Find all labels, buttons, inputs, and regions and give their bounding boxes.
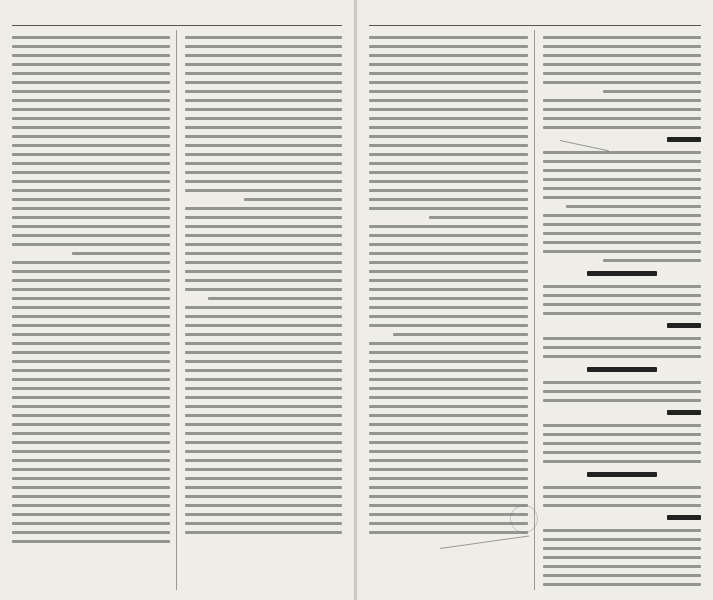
text-line xyxy=(543,583,702,586)
heading-text-illegible xyxy=(587,472,657,477)
text-line xyxy=(603,90,701,93)
text-line xyxy=(369,360,528,363)
text-line xyxy=(543,312,702,315)
text-line xyxy=(543,547,702,550)
section-heading xyxy=(543,269,702,279)
text-line xyxy=(369,54,528,57)
text-line xyxy=(12,405,170,408)
text-line xyxy=(369,396,528,399)
text-line xyxy=(12,207,170,210)
text-line xyxy=(543,424,702,427)
text-line xyxy=(543,81,702,84)
text-line xyxy=(12,441,170,444)
text-line xyxy=(543,303,702,306)
text-line xyxy=(543,355,702,358)
text-line xyxy=(12,279,170,282)
text-line xyxy=(543,565,702,568)
text-line xyxy=(12,351,170,354)
text-line xyxy=(12,396,170,399)
text-line xyxy=(543,294,702,297)
speaker-name-illegible xyxy=(667,323,701,328)
text-line xyxy=(185,459,343,462)
text-line xyxy=(369,405,528,408)
text-line xyxy=(185,252,343,255)
text-line xyxy=(603,259,701,262)
text-line xyxy=(185,495,343,498)
section-heading xyxy=(543,365,702,375)
text-line xyxy=(185,513,343,516)
text-line xyxy=(369,414,528,417)
text-line xyxy=(12,531,170,534)
text-line xyxy=(12,117,170,120)
text-line xyxy=(543,126,702,129)
text-line xyxy=(12,486,170,489)
text-line xyxy=(369,387,528,390)
text-line xyxy=(185,387,343,390)
text-line xyxy=(369,225,528,228)
right-page-column-left xyxy=(369,30,535,590)
text-line xyxy=(185,288,343,291)
text-line xyxy=(543,346,702,349)
text-line xyxy=(429,216,527,219)
text-line xyxy=(12,450,170,453)
text-line xyxy=(369,180,528,183)
text-line xyxy=(369,378,528,381)
text-line xyxy=(12,81,170,84)
speaker-name xyxy=(543,321,702,331)
text-line xyxy=(185,522,343,525)
text-line xyxy=(185,81,343,84)
text-line xyxy=(12,315,170,318)
text-line xyxy=(185,216,343,219)
text-line xyxy=(12,288,170,291)
text-line xyxy=(12,495,170,498)
text-line xyxy=(12,306,170,309)
text-line xyxy=(185,432,343,435)
speaker-name xyxy=(543,135,702,145)
speaker-name-illegible xyxy=(667,137,701,142)
text-line xyxy=(369,495,528,498)
text-line xyxy=(543,381,702,384)
text-line xyxy=(12,261,170,264)
text-line xyxy=(369,99,528,102)
text-line xyxy=(369,36,528,39)
text-line xyxy=(185,306,343,309)
text-line xyxy=(369,207,528,210)
text-line xyxy=(369,252,528,255)
text-line xyxy=(543,117,702,120)
text-line xyxy=(543,285,702,288)
text-line xyxy=(185,315,343,318)
text-line xyxy=(369,477,528,480)
text-line xyxy=(369,450,528,453)
text-line xyxy=(369,135,528,138)
text-line xyxy=(369,288,528,291)
text-line xyxy=(12,189,170,192)
ink-blot-mark xyxy=(510,505,538,533)
text-line xyxy=(185,279,343,282)
text-line xyxy=(185,72,343,75)
text-line xyxy=(369,522,528,525)
text-line xyxy=(185,405,343,408)
text-line xyxy=(12,468,170,471)
text-line xyxy=(543,433,702,436)
text-line xyxy=(369,504,528,507)
text-line xyxy=(543,574,702,577)
text-line xyxy=(543,196,702,199)
text-line xyxy=(12,270,170,273)
text-line xyxy=(393,333,528,336)
text-line xyxy=(12,162,170,165)
speaker-name-illegible xyxy=(667,410,701,415)
text-line xyxy=(12,324,170,327)
text-line xyxy=(185,486,343,489)
text-line xyxy=(185,153,343,156)
text-line xyxy=(12,45,170,48)
text-line xyxy=(369,90,528,93)
text-line xyxy=(543,399,702,402)
text-line xyxy=(185,450,343,453)
text-line xyxy=(543,538,702,541)
text-line xyxy=(369,486,528,489)
text-line xyxy=(369,351,528,354)
text-line xyxy=(543,451,702,454)
text-line xyxy=(12,378,170,381)
text-line xyxy=(185,324,343,327)
text-line xyxy=(12,234,170,237)
text-line xyxy=(12,72,170,75)
text-line xyxy=(369,432,528,435)
text-line xyxy=(369,423,528,426)
left-page-columns xyxy=(12,30,342,590)
text-line xyxy=(543,486,702,489)
text-line xyxy=(543,250,702,253)
text-line xyxy=(12,180,170,183)
text-line xyxy=(185,162,343,165)
text-line xyxy=(12,144,170,147)
text-line xyxy=(12,423,170,426)
text-line xyxy=(185,504,343,507)
text-line xyxy=(369,126,528,129)
text-line xyxy=(543,504,702,507)
text-line xyxy=(369,234,528,237)
text-line xyxy=(185,144,343,147)
left-page-header xyxy=(12,10,342,26)
text-line xyxy=(369,468,528,471)
text-line xyxy=(12,540,170,543)
text-line xyxy=(543,160,702,163)
text-line xyxy=(369,441,528,444)
text-line xyxy=(185,189,343,192)
text-line xyxy=(185,468,343,471)
text-line xyxy=(185,207,343,210)
text-line xyxy=(543,214,702,217)
text-line xyxy=(185,369,343,372)
text-line xyxy=(12,225,170,228)
text-line xyxy=(185,441,343,444)
text-line xyxy=(12,459,170,462)
section-heading xyxy=(543,470,702,480)
text-line xyxy=(12,369,170,372)
text-line xyxy=(566,205,701,208)
text-line xyxy=(185,477,343,480)
text-line xyxy=(185,225,343,228)
right-page-column-right xyxy=(543,30,702,590)
text-line xyxy=(12,342,170,345)
text-line xyxy=(543,45,702,48)
text-line xyxy=(185,414,343,417)
heading-text-illegible xyxy=(587,367,657,372)
text-line xyxy=(185,378,343,381)
left-page-column-right xyxy=(185,30,343,590)
text-line xyxy=(12,198,170,201)
text-line xyxy=(369,369,528,372)
text-line xyxy=(369,279,528,282)
right-page-header xyxy=(369,10,701,26)
text-line xyxy=(369,171,528,174)
text-line xyxy=(185,270,343,273)
text-line xyxy=(543,63,702,66)
text-line xyxy=(543,529,702,532)
text-line xyxy=(185,54,343,57)
text-line xyxy=(369,63,528,66)
left-page xyxy=(0,0,354,600)
speaker-name xyxy=(543,408,702,418)
text-line xyxy=(185,126,343,129)
right-page-columns xyxy=(369,30,701,590)
text-line xyxy=(12,360,170,363)
text-line xyxy=(12,153,170,156)
text-line xyxy=(12,135,170,138)
speaker-name xyxy=(543,513,702,523)
text-line xyxy=(12,63,170,66)
text-line xyxy=(369,81,528,84)
text-line xyxy=(543,72,702,75)
text-line xyxy=(543,495,702,498)
text-line xyxy=(543,241,702,244)
text-line xyxy=(369,513,528,516)
text-line xyxy=(185,261,343,264)
text-line xyxy=(543,169,702,172)
text-line xyxy=(543,36,702,39)
text-line xyxy=(185,423,343,426)
text-line xyxy=(12,216,170,219)
text-line xyxy=(185,99,343,102)
text-line xyxy=(543,442,702,445)
text-line xyxy=(12,333,170,336)
text-line xyxy=(12,54,170,57)
text-line xyxy=(244,198,342,201)
text-line xyxy=(185,90,343,93)
text-line xyxy=(185,108,343,111)
text-line xyxy=(369,342,528,345)
text-line xyxy=(543,99,702,102)
text-line xyxy=(543,108,702,111)
text-line xyxy=(12,36,170,39)
text-line xyxy=(12,90,170,93)
text-line xyxy=(369,243,528,246)
text-line xyxy=(369,117,528,120)
text-line xyxy=(369,162,528,165)
text-line xyxy=(12,414,170,417)
text-line xyxy=(185,234,343,237)
text-line xyxy=(369,72,528,75)
text-line xyxy=(543,337,702,340)
text-line xyxy=(72,252,170,255)
text-line xyxy=(185,36,343,39)
text-line xyxy=(543,460,702,463)
text-line xyxy=(12,108,170,111)
text-line xyxy=(185,396,343,399)
text-line xyxy=(185,360,343,363)
text-line xyxy=(369,324,528,327)
text-line xyxy=(543,151,702,154)
text-line xyxy=(12,126,170,129)
text-line xyxy=(185,342,343,345)
text-line xyxy=(543,54,702,57)
text-line xyxy=(12,432,170,435)
text-line xyxy=(185,45,343,48)
text-line xyxy=(185,243,343,246)
text-line xyxy=(12,99,170,102)
text-line xyxy=(185,63,343,66)
text-line xyxy=(369,198,528,201)
heading-text-illegible xyxy=(587,271,657,276)
text-line xyxy=(12,297,170,300)
text-line xyxy=(543,223,702,226)
text-line xyxy=(12,513,170,516)
text-line xyxy=(185,180,343,183)
text-line xyxy=(543,187,702,190)
text-line xyxy=(185,117,343,120)
text-line xyxy=(369,306,528,309)
text-line xyxy=(369,315,528,318)
text-line xyxy=(185,171,343,174)
text-line xyxy=(369,297,528,300)
text-line xyxy=(369,189,528,192)
text-line xyxy=(543,232,702,235)
text-line xyxy=(369,459,528,462)
text-line xyxy=(185,531,343,534)
speaker-name-illegible xyxy=(667,515,701,520)
text-line xyxy=(369,153,528,156)
text-line xyxy=(12,477,170,480)
text-line xyxy=(12,243,170,246)
text-line xyxy=(369,261,528,264)
text-line xyxy=(369,108,528,111)
text-line xyxy=(369,270,528,273)
left-page-column-left xyxy=(12,30,177,590)
text-line xyxy=(12,504,170,507)
text-line xyxy=(185,351,343,354)
text-line xyxy=(185,333,343,336)
text-line xyxy=(369,45,528,48)
text-line xyxy=(12,171,170,174)
text-line xyxy=(543,556,702,559)
text-line xyxy=(369,144,528,147)
text-line xyxy=(543,178,702,181)
text-line xyxy=(543,390,702,393)
text-line xyxy=(12,387,170,390)
text-line xyxy=(185,135,343,138)
text-line xyxy=(12,522,170,525)
text-line xyxy=(208,297,342,300)
text-line xyxy=(369,531,528,534)
